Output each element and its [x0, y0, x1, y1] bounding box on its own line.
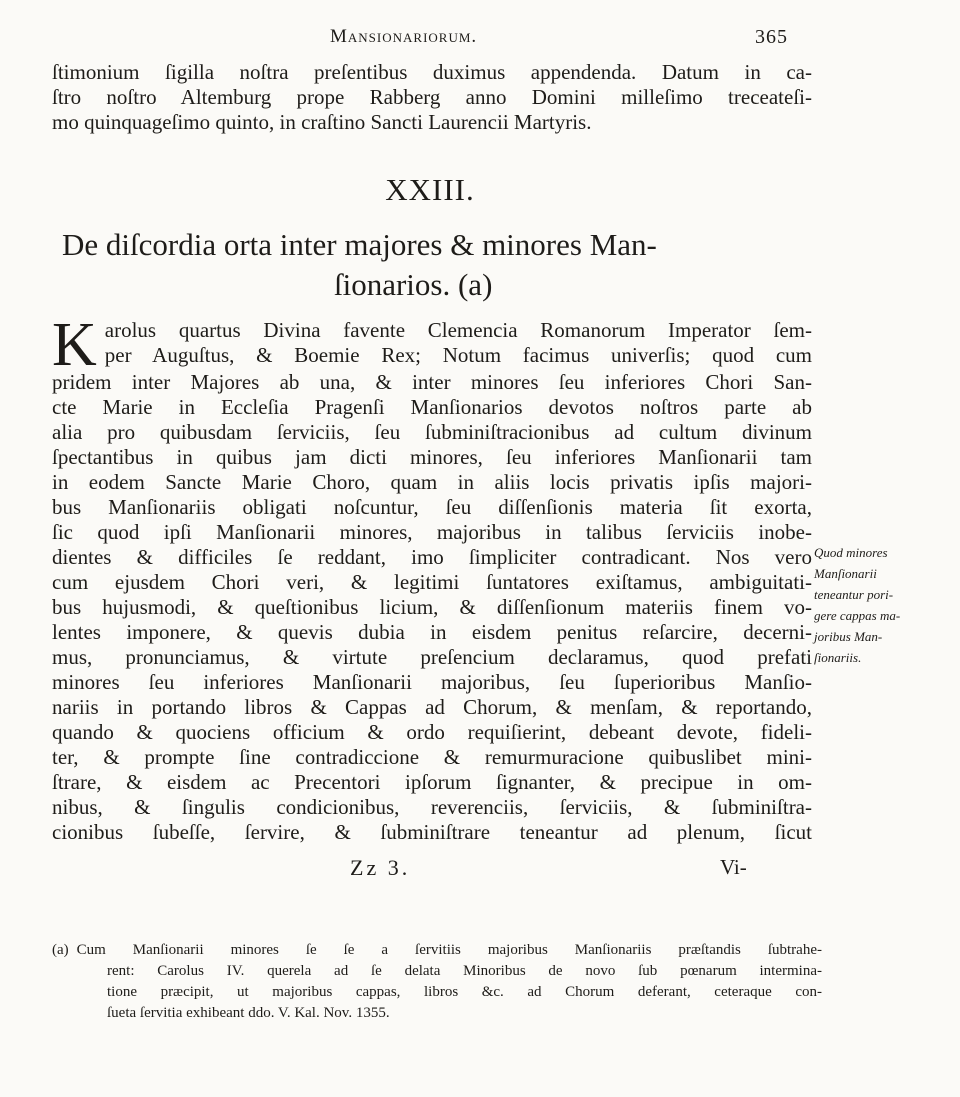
charter-line: quando & quociens officium & ordo requiſierint, debeant devote, fideli-: [52, 720, 812, 744]
charter-line: lentes imponere, & quevis dubia in eisdem penitus reſarcire, decerni-: [52, 620, 812, 644]
charter-line: per Auguſtus, & Boemie Rex; Notum facimus univerſis; quod cum: [104, 343, 812, 367]
section-title-line: ſionarios. (a): [334, 267, 493, 302]
charter-line: in eodem Sancte Marie Choro, quam in aliis locis privatis ipſis majori-: [52, 470, 812, 494]
charter-line: cte Marie in Eccleſia Pragenſi Manſionarios devotos noſtros parte ab: [52, 395, 812, 419]
footnote: [52, 940, 822, 1024]
charter-line: dientes & difficiles ſe reddant, imo ſimpliciter contradicant. Nos vero: [52, 545, 812, 569]
page-number: 365: [755, 26, 788, 48]
charter-text: [52, 311, 812, 845]
charter-line: minores ſeu inferiores Manſionarii majoribus, ſeu ſuperioribus Manſio-: [52, 670, 812, 694]
intro-line: ſtro noſtro Altemburg prope Rabberg anno Domini milleſimo treceateſi-: [52, 85, 812, 109]
charter-line: mus, pronunciamus, & virtute preſencium declaramus, quod prefati: [52, 645, 812, 669]
signature-mark: Zz 3.: [350, 855, 411, 880]
margin-note-line: ſionariis.: [814, 650, 862, 665]
footnote-line: rent: Carolus IV. querela ad ſe delata Minoribus de novo ſub pœnarum intermina-: [107, 963, 822, 979]
footnote-mark: (a): [52, 942, 69, 958]
charter-line: ſtrare, & eisdem ac Precentori ipſorum ſignanter, & precipue in om-: [52, 770, 812, 794]
charter-line: cionibus ſubeſſe, ſervire, & ſubminiſtrare teneantur ad plenum, ſicut: [52, 820, 812, 844]
catchword: Vi-: [720, 855, 747, 879]
margin-note-line: teneantur pori-: [814, 587, 894, 602]
intro-paragraph: [52, 60, 812, 135]
footnote-line: ſueta ſervitia exhibeant ddo. V. Kal. Nov. 1355.: [107, 1005, 390, 1021]
footnote-line-text: Cum Manſionarii minores ſe ſe a ſervitiis majoribus Manſionariis præſtandis ſubtrahe-: [76, 942, 822, 958]
charter-line: nariis in portando libros & Cappas ad Chorum, & menſam, & reportando,: [52, 695, 812, 719]
intro-line: mo quinquageſimo quinto, in craſtino Sancti Laurencii Martyris.: [52, 110, 592, 134]
charter-line: alia pro quibusdam ſerviciis, ſeu ſubminiſtracionibus ad cultum divinum: [52, 420, 812, 444]
intro-line: ſtimonium ſigilla noſtra preſentibus duximus appendenda. Datum in ca-: [52, 60, 812, 84]
charter-line: ſic quod ipſi Manſionarii minores, majoribus in talibus ſerviciis inobe-: [52, 520, 812, 544]
margin-note-line: gere cappas ma-: [814, 608, 901, 623]
charter-line: bus Manſionariis obligati noſcuntur, ſeu diſſenſionis materia ſit exorta,: [52, 495, 812, 519]
margin-note-line: joribus Man-: [814, 629, 883, 644]
margin-note-line: Manſionarii: [814, 566, 877, 581]
margin-note: [814, 542, 954, 668]
running-title: Mansionariorum.: [330, 26, 478, 47]
charter-line: bus hujusmodi, & queſtionibus licium, & diſſenſionum materiis finem vo-: [52, 595, 812, 619]
drop-cap: K: [52, 311, 97, 379]
charter-line: ter, & prompte ſine contradiccione & remurmuracione quibuslibet mini-: [52, 745, 812, 769]
charter-line: cum ejusdem Chori veri, & legitimi ſuntatores exiſtamus, ambiguitati-: [52, 570, 812, 594]
section-title: [62, 225, 822, 305]
footnote-line: [52, 940, 822, 961]
charter-line: ſpectantibus in quibus jam dicti minores, ſeu inferiores Manſionarii tam: [52, 445, 812, 469]
section-title-line: De diſcordia orta inter majores & minores Man-: [62, 227, 657, 262]
charter-line: arolus quartus Divina favente Clemencia Romanorum Imperator ſem-: [104, 318, 812, 342]
section-number: XXIII.: [385, 172, 475, 207]
footnote-line: tione præcipit, ut majoribus cappas, libros &c. ad Chorum deferant, ceteraque con-: [107, 984, 822, 1000]
margin-note-line: Quod minores: [814, 545, 888, 560]
charter-line: nibus, & ſingulis condicionibus, reverenciis, ſerviciis, & ſubminiſtra-: [52, 795, 812, 819]
charter-line: pridem inter Majores ab una, & inter minores ſeu inferiores Chori San-: [52, 370, 812, 394]
